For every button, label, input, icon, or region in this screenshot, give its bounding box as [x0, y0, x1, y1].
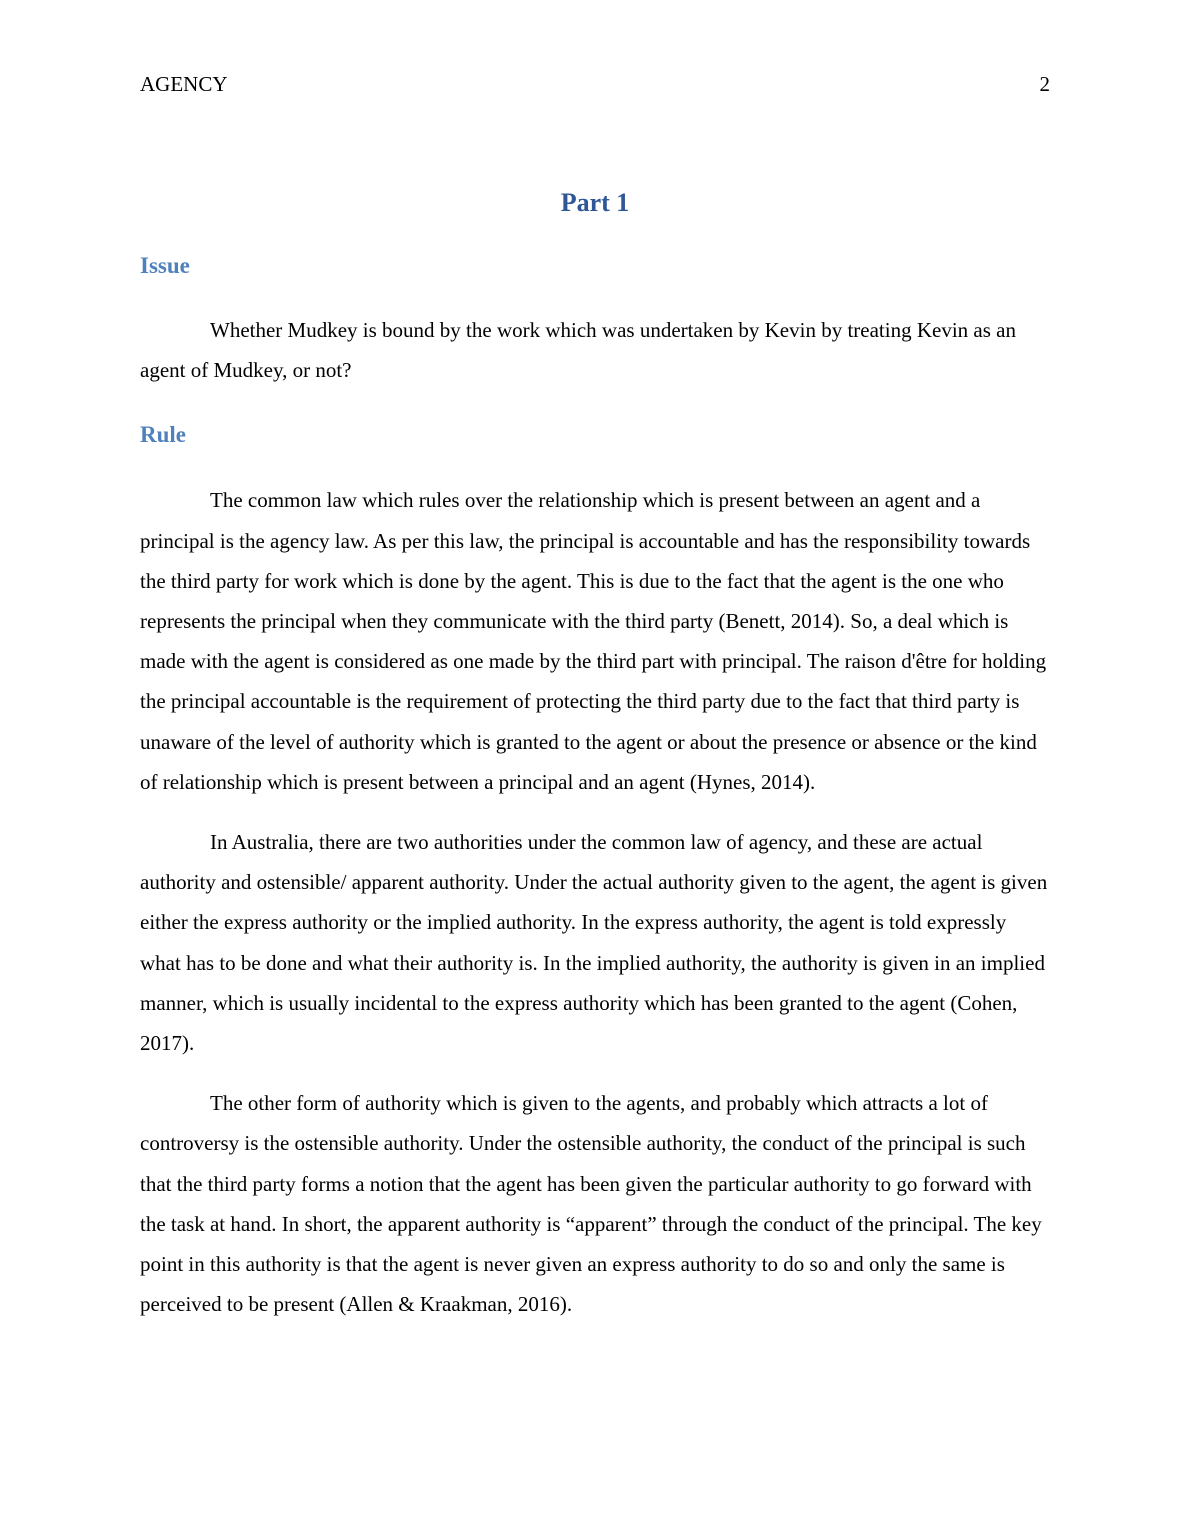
rule-heading: Rule: [140, 422, 186, 448]
running-head: AGENCY: [140, 72, 228, 96]
issue-paragraph: Whether Mudkey is bound by the work which was undertaken by Kevin by treating Kevin as an agent of Mudkey, or not?: [140, 318, 1016, 383]
rule-paragraph-3: The other form of authority which is given to the agents, and probably which attracts a lot of controversy is the ostensible authority. Under the ostensible authority, the conduct of the principal is such that the third party forms a notion that the agent has been given the particular authority to go forward with the task at hand. In short, the apparent authority is “apparent” through the conduct of the principal. The key point in this authority is that the agent is never given an express authority to do so and only the same is perceived to be present (Allen & Kraakman, 2016).: [140, 1091, 1042, 1317]
page-number: 2: [1039, 72, 1050, 96]
part-title: Part 1: [560, 188, 630, 217]
rule-paragraph-1: The common law which rules over the relationship which is present between an agent and a principal is the agency law. As per this law, the principal is accountable and has the responsibility towards the third party for work which is done by the agent. This is due to the fact that the agent is the one who represents the principal when they communicate with the third party (Benett, 2014). So, a deal which is made with the agent is considered as one made by the third part with principal. The raison d'être for holding the principal accountable is the requirement of protecting the third party due to the fact that third party is unaware of the level of authority which is granted to the agent or about the presence or absence or the kind of relationship which is present between a principal and an agent (Hynes, 2014).: [140, 488, 1047, 794]
rule-paragraph-2: In Australia, there are two authorities under the common law of agency, and these are actual authority and ostensible/ apparent authority. Under the actual authority given to the agent, the agent is given either the express authority or the implied authority. In the express authority, the agent is told expressly what has to be done and what their authority is. In the implied authority, the authority is given in an implied manner, which is usually incidental to the express authority which has been granted to the agent (Cohen, 2017).: [140, 830, 1048, 1056]
issue-heading: Issue: [140, 253, 190, 278]
document-body: [140, 185, 1050, 1324]
